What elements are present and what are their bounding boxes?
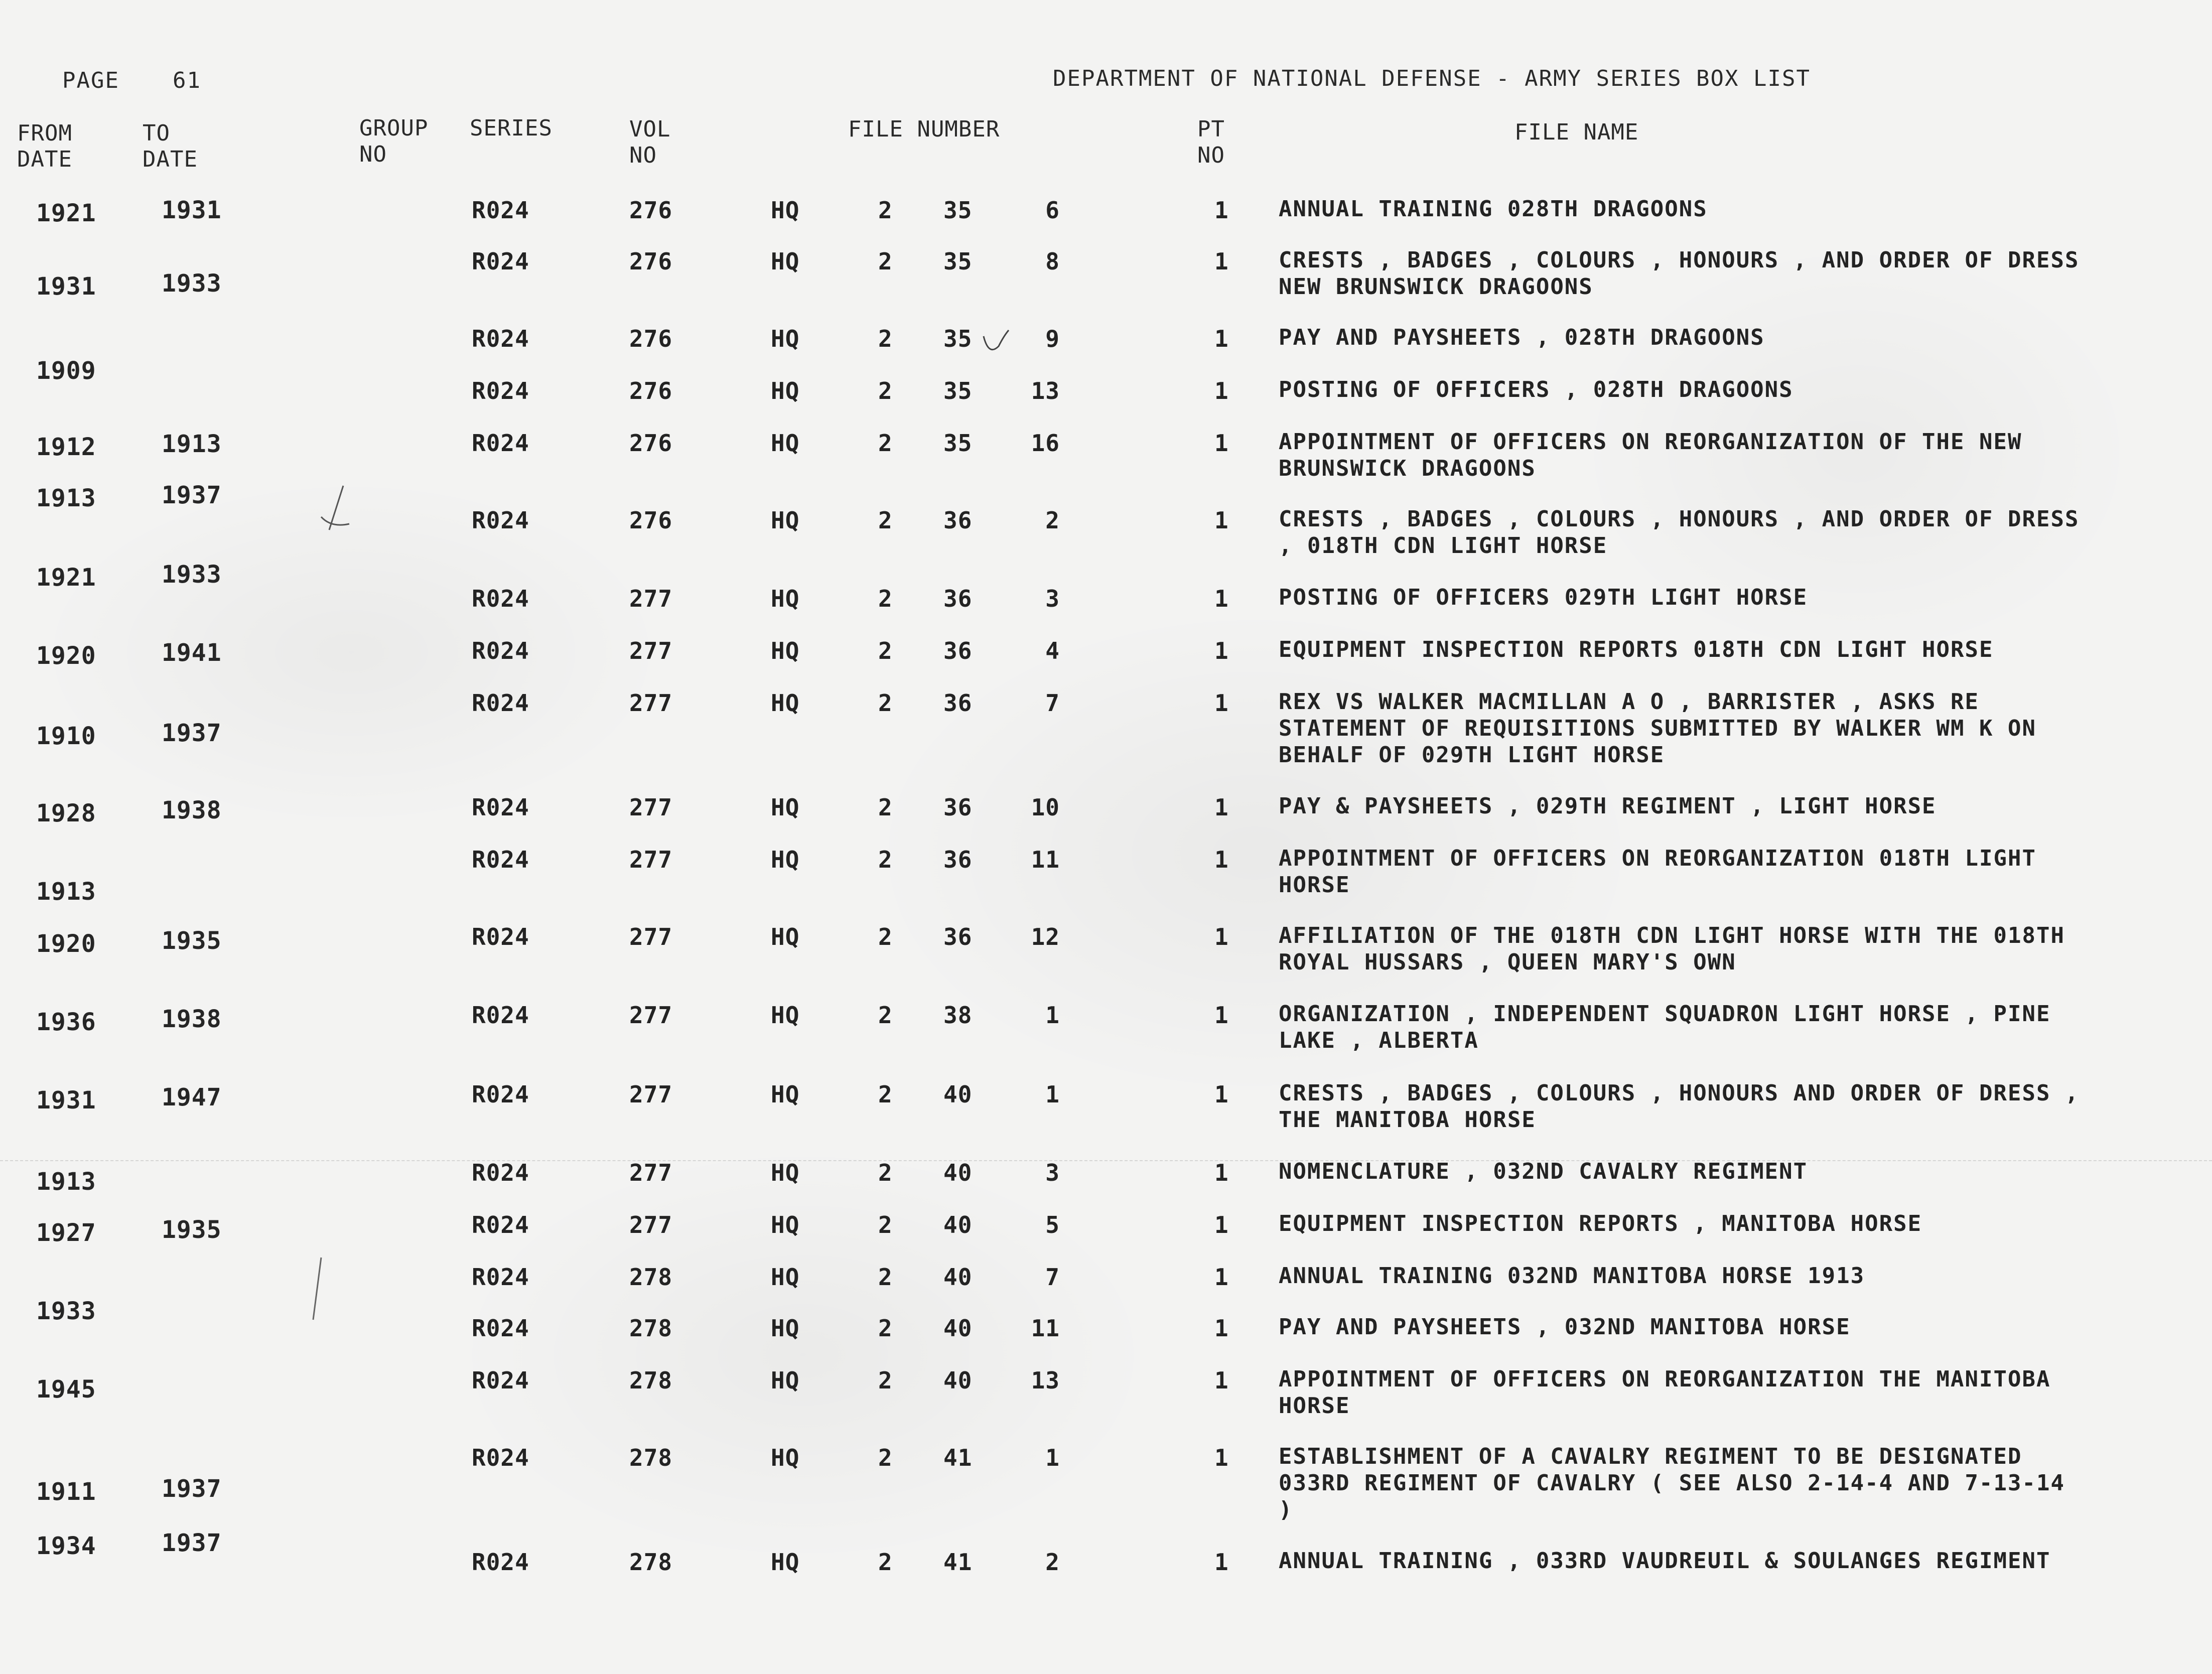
file-name-line: ) xyxy=(1279,1497,1293,1522)
part-number-cell: 1 xyxy=(1214,846,1229,873)
from-date: 1912 xyxy=(36,433,96,461)
file-number-part2: 40 xyxy=(943,1264,973,1291)
volume-cell: 277 xyxy=(629,585,673,612)
to-date: 1933 xyxy=(162,269,222,298)
file-number-part3: 5 xyxy=(1045,1211,1060,1238)
file-number-part3: 12 xyxy=(1031,923,1060,950)
file-number-part2: 41 xyxy=(943,1444,973,1471)
file-name-line: AFFILIATION OF THE 018TH CDN LIGHT HORSE WITH THE 018TH xyxy=(1279,923,2065,948)
file-name-cell xyxy=(1279,324,1765,351)
col-vol-no-line1: VOL xyxy=(629,116,671,142)
file-number-part2: 35 xyxy=(943,248,973,275)
from-date: 1911 xyxy=(36,1478,96,1506)
col-to-date-line1: TO xyxy=(143,120,170,146)
from-date: 1931 xyxy=(36,272,96,301)
series-cell: R024 xyxy=(472,325,529,352)
file-name-line: CRESTS , BADGES , COLOURS , HONOURS AND ORDER OF DRESS , xyxy=(1279,1080,2080,1106)
file-name-line: HORSE xyxy=(1279,872,1350,898)
from-date: 1931 xyxy=(36,1086,96,1114)
file-number-part3: 6 xyxy=(1045,197,1060,224)
file-number-part2: 41 xyxy=(943,1549,973,1576)
from-date: 1913 xyxy=(36,878,96,906)
file-name-cell xyxy=(1279,506,2079,559)
part-number-cell: 1 xyxy=(1214,794,1229,821)
file-name-cell xyxy=(1279,429,2022,482)
file-name-cell xyxy=(1279,1210,1922,1237)
volume-cell: 278 xyxy=(629,1444,673,1471)
file-name-cell xyxy=(1279,688,2036,768)
office-cell: HQ xyxy=(771,1367,800,1394)
file-number-part1: 2 xyxy=(878,377,893,404)
series-cell: R024 xyxy=(472,1002,529,1029)
to-date: 1913 xyxy=(162,430,222,458)
office-cell: HQ xyxy=(771,1264,800,1291)
office-cell: HQ xyxy=(771,377,800,404)
from-date: 1933 xyxy=(36,1297,96,1325)
file-name-cell xyxy=(1279,376,1793,403)
part-number-cell: 1 xyxy=(1214,507,1229,534)
series-cell: R024 xyxy=(472,377,529,404)
file-number-part3: 3 xyxy=(1045,585,1060,612)
part-number-cell: 1 xyxy=(1214,1549,1229,1576)
office-cell: HQ xyxy=(771,1444,800,1471)
series-cell: R024 xyxy=(472,197,529,224)
file-name-line: 033RD REGIMENT OF CAVALRY ( SEE ALSO 2-14-4 AND 7-13-14 xyxy=(1279,1470,2065,1496)
file-name-cell xyxy=(1279,1443,2065,1523)
file-name-line: CRESTS , BADGES , COLOURS , HONOURS , AND ORDER OF DRESS xyxy=(1279,247,2080,273)
col-group-no-line1: GROUP xyxy=(359,115,429,141)
office-cell: HQ xyxy=(771,585,800,612)
series-cell: R024 xyxy=(472,689,529,717)
to-date: 1933 xyxy=(162,561,222,589)
from-date: 1913 xyxy=(36,484,96,512)
file-number-part1: 2 xyxy=(878,1081,893,1108)
file-name-line: PAY & PAYSHEETS , 029TH REGIMENT , LIGHT HORSE xyxy=(1279,793,1937,819)
file-name-cell xyxy=(1279,196,1708,222)
series-cell: R024 xyxy=(472,1444,529,1471)
to-date: 1931 xyxy=(162,196,222,224)
series-cell: R024 xyxy=(472,585,529,612)
file-number-part2: 38 xyxy=(943,1002,973,1029)
file-number-part1: 2 xyxy=(878,846,893,873)
from-date: 1934 xyxy=(36,1532,96,1560)
file-number-part3: 7 xyxy=(1045,1264,1060,1291)
file-number-part2: 40 xyxy=(943,1081,973,1108)
file-number-part3: 13 xyxy=(1031,1367,1060,1394)
file-name-line: APPOINTMENT OF OFFICERS ON REORGANIZATION OF THE NEW xyxy=(1279,429,2022,455)
pencil-curl-mark xyxy=(979,326,1014,361)
file-number-part1: 2 xyxy=(878,689,893,717)
col-vol-no xyxy=(629,116,670,169)
part-number-cell: 1 xyxy=(1214,1367,1229,1394)
volume-cell: 276 xyxy=(629,197,673,224)
file-name-cell xyxy=(1279,845,2036,898)
col-group-no-line2: NO xyxy=(359,142,387,167)
col-file-name: FILE NAME xyxy=(1514,119,1639,145)
series-cell: R024 xyxy=(472,1549,529,1576)
file-number-part1: 2 xyxy=(878,325,893,352)
volume-cell: 277 xyxy=(629,923,673,950)
to-date: 1937 xyxy=(162,719,222,747)
from-date: 1921 xyxy=(36,564,96,592)
file-number-part2: 36 xyxy=(943,637,973,664)
file-name-line: BEHALF OF 029TH LIGHT HORSE xyxy=(1279,742,1665,768)
office-cell: HQ xyxy=(771,248,800,275)
file-number-part2: 40 xyxy=(943,1211,973,1238)
file-name-line: ANNUAL TRAINING , 033RD VAUDREUIL & SOULANGES REGIMENT xyxy=(1279,1548,2051,1574)
file-name-cell xyxy=(1279,1263,1865,1289)
from-date: 1921 xyxy=(36,199,96,227)
from-date: 1936 xyxy=(36,1008,96,1036)
part-number-cell: 1 xyxy=(1214,1444,1229,1471)
file-name-line: ROYAL HUSSARS , QUEEN MARY'S OWN xyxy=(1279,949,1736,975)
col-to-date xyxy=(143,120,198,173)
series-cell: R024 xyxy=(472,507,529,534)
file-number-part1: 2 xyxy=(878,794,893,821)
file-number-part3: 11 xyxy=(1031,1315,1060,1342)
volume-cell: 278 xyxy=(629,1549,673,1576)
office-cell: HQ xyxy=(771,689,800,717)
file-number-part3: 16 xyxy=(1031,430,1060,457)
file-name-line: NOMENCLATURE , 032ND CAVALRY REGIMENT xyxy=(1279,1159,1808,1184)
to-date: 1937 xyxy=(162,481,222,509)
office-cell: HQ xyxy=(771,325,800,352)
volume-cell: 278 xyxy=(629,1315,673,1342)
to-date: 1938 xyxy=(162,1005,222,1033)
file-number-part3: 1 xyxy=(1045,1081,1060,1108)
file-number-part2: 35 xyxy=(943,430,973,457)
file-name-cell xyxy=(1279,636,1994,663)
col-to-date-line2: DATE xyxy=(143,147,198,172)
part-number-cell: 1 xyxy=(1214,923,1229,950)
file-number-part2: 40 xyxy=(943,1367,973,1394)
from-date: 1920 xyxy=(36,642,96,670)
file-name-line: ANNUAL TRAINING 032ND MANITOBA HORSE 1913 xyxy=(1279,1263,1865,1289)
volume-cell: 276 xyxy=(629,507,673,534)
office-cell: HQ xyxy=(771,1002,800,1029)
file-number-part3: 4 xyxy=(1045,637,1060,664)
file-name-line: PAY AND PAYSHEETS , 028TH DRAGOONS xyxy=(1279,325,1765,350)
file-name-line: NEW BRUNSWICK DRAGOONS xyxy=(1279,274,1593,300)
pencil-stroke-mark xyxy=(306,1254,326,1325)
file-name-cell xyxy=(1279,793,1937,819)
volume-cell: 277 xyxy=(629,1002,673,1029)
file-number-part3: 1 xyxy=(1045,1002,1060,1029)
from-date: 1927 xyxy=(36,1219,96,1247)
series-cell: R024 xyxy=(472,637,529,664)
file-name-line: EQUIPMENT INSPECTION REPORTS 018TH CDN LIGHT HORSE xyxy=(1279,637,1994,662)
file-number-part2: 36 xyxy=(943,794,973,821)
col-vol-no-line2: NO xyxy=(629,143,657,168)
volume-cell: 276 xyxy=(629,325,673,352)
col-group-no xyxy=(359,115,428,168)
part-number-cell: 1 xyxy=(1214,1315,1229,1342)
col-series: SERIES xyxy=(470,115,552,141)
file-name-line: APPOINTMENT OF OFFICERS ON REORGANIZATION THE MANITOBA xyxy=(1279,1366,2051,1392)
part-number-cell: 1 xyxy=(1214,197,1229,224)
file-number-part3: 2 xyxy=(1045,507,1060,534)
file-number-part1: 2 xyxy=(878,1549,893,1576)
file-name-cell xyxy=(1279,1001,2050,1054)
to-date: 1935 xyxy=(162,927,222,955)
series-cell: R024 xyxy=(472,1315,529,1342)
series-cell: R024 xyxy=(472,1367,529,1394)
col-from-date-line1: FROM xyxy=(17,120,72,146)
volume-cell: 277 xyxy=(629,689,673,717)
file-number-part3: 10 xyxy=(1031,794,1060,821)
part-number-cell: 1 xyxy=(1214,1159,1229,1186)
file-number-part3: 1 xyxy=(1045,1444,1060,1471)
file-name-line: STATEMENT OF REQUISITIONS SUBMITTED BY WALKER WM K ON xyxy=(1279,716,2036,741)
file-number-part3: 9 xyxy=(1045,325,1060,352)
volume-cell: 278 xyxy=(629,1367,673,1394)
file-number-part1: 2 xyxy=(878,1002,893,1029)
file-number-part1: 2 xyxy=(878,248,893,275)
series-cell: R024 xyxy=(472,430,529,457)
to-date: 1947 xyxy=(162,1083,222,1111)
fold-line xyxy=(0,1160,2212,1161)
file-name-line: EQUIPMENT INSPECTION REPORTS , MANITOBA HORSE xyxy=(1279,1211,1922,1236)
file-number-part1: 2 xyxy=(878,1367,893,1394)
office-cell: HQ xyxy=(771,1081,800,1108)
file-number-part1: 2 xyxy=(878,637,893,664)
office-cell: HQ xyxy=(771,923,800,950)
file-number-part1: 2 xyxy=(878,1315,893,1342)
office-cell: HQ xyxy=(771,637,800,664)
series-cell: R024 xyxy=(472,923,529,950)
file-number-part3: 8 xyxy=(1045,248,1060,275)
page-label: PAGE xyxy=(62,68,119,93)
file-number-part1: 2 xyxy=(878,1159,893,1186)
office-cell: HQ xyxy=(771,1549,800,1576)
volume-cell: 276 xyxy=(629,248,673,275)
file-number-part1: 2 xyxy=(878,923,893,950)
file-name-line: CRESTS , BADGES , COLOURS , HONOURS , AND ORDER OF DRESS xyxy=(1279,506,2080,532)
from-date: 1928 xyxy=(36,799,96,827)
office-cell: HQ xyxy=(771,197,800,224)
part-number-cell: 1 xyxy=(1214,1211,1229,1238)
from-date: 1920 xyxy=(36,930,96,958)
pencil-check-mark xyxy=(316,482,356,537)
series-cell: R024 xyxy=(472,846,529,873)
volume-cell: 277 xyxy=(629,794,673,821)
part-number-cell: 1 xyxy=(1214,585,1229,612)
file-name-cell xyxy=(1279,1158,1808,1185)
volume-cell: 277 xyxy=(629,1159,673,1186)
file-name-line: HORSE xyxy=(1279,1393,1350,1419)
office-cell: HQ xyxy=(771,1211,800,1238)
to-date: 1937 xyxy=(162,1529,222,1557)
file-number-part2: 36 xyxy=(943,507,973,534)
volume-cell: 276 xyxy=(629,430,673,457)
series-cell: R024 xyxy=(472,794,529,821)
office-cell: HQ xyxy=(771,846,800,873)
volume-cell: 277 xyxy=(629,1211,673,1238)
series-cell: R024 xyxy=(472,248,529,275)
file-number-part2: 36 xyxy=(943,846,973,873)
to-date: 1937 xyxy=(162,1475,222,1503)
part-number-cell: 1 xyxy=(1214,377,1229,404)
file-name-line: ORGANIZATION , INDEPENDENT SQUADRON LIGHT HORSE , PINE xyxy=(1279,1001,2051,1027)
file-name-line: BRUNSWICK DRAGOONS xyxy=(1279,456,1536,481)
file-number-part3: 7 xyxy=(1045,689,1060,717)
from-date: 1910 xyxy=(36,722,96,750)
series-cell: R024 xyxy=(472,1211,529,1238)
file-name-line: , 018TH CDN LIGHT HORSE xyxy=(1279,533,1608,559)
col-from-date-line2: DATE xyxy=(17,147,72,172)
file-name-line: REX VS WALKER MACMILLAN A O , BARRISTER , ASKS RE xyxy=(1279,689,1980,715)
file-number-part1: 2 xyxy=(878,507,893,534)
to-date: 1935 xyxy=(162,1216,222,1244)
file-name-line: POSTING OF OFFICERS , 028TH DRAGOONS xyxy=(1279,377,1793,402)
file-name-line: APPOINTMENT OF OFFICERS ON REORGANIZATION 018TH LIGHT xyxy=(1279,846,2036,871)
file-name-line: ESTABLISHMENT OF A CAVALRY REGIMENT TO BE DESIGNATED xyxy=(1279,1444,2022,1469)
from-date: 1909 xyxy=(36,357,96,385)
file-number-part2: 40 xyxy=(943,1315,973,1342)
office-cell: HQ xyxy=(771,1315,800,1342)
file-number-part3: 3 xyxy=(1045,1159,1060,1186)
volume-cell: 278 xyxy=(629,1264,673,1291)
file-number-part2: 36 xyxy=(943,585,973,612)
file-number-part3: 2 xyxy=(1045,1549,1060,1576)
file-name-cell xyxy=(1279,1548,2050,1574)
file-number-part3: 13 xyxy=(1031,377,1060,404)
file-number-part2: 36 xyxy=(943,923,973,950)
part-number-cell: 1 xyxy=(1214,637,1229,664)
col-pt-no xyxy=(1197,116,1225,169)
office-cell: HQ xyxy=(771,507,800,534)
col-pt-no-line1: PT xyxy=(1197,116,1225,142)
file-number-part1: 2 xyxy=(878,1264,893,1291)
from-date: 1945 xyxy=(36,1375,96,1404)
series-cell: R024 xyxy=(472,1159,529,1186)
volume-cell: 277 xyxy=(629,846,673,873)
file-name-cell xyxy=(1279,1366,2050,1419)
part-number-cell: 1 xyxy=(1214,430,1229,457)
volume-cell: 276 xyxy=(629,377,673,404)
part-number-cell: 1 xyxy=(1214,248,1229,275)
col-from-date xyxy=(17,120,72,173)
file-number-part1: 2 xyxy=(878,1444,893,1471)
volume-cell: 277 xyxy=(629,637,673,664)
part-number-cell: 1 xyxy=(1214,689,1229,717)
to-date: 1938 xyxy=(162,796,222,824)
file-name-line: PAY AND PAYSHEETS , 032ND MANITOBA HORSE xyxy=(1279,1314,1851,1340)
part-number-cell: 1 xyxy=(1214,1002,1229,1029)
file-number-part3: 11 xyxy=(1031,846,1060,873)
file-name-cell xyxy=(1279,247,2079,300)
file-name-cell xyxy=(1279,584,1808,611)
file-name-line: THE MANITOBA HORSE xyxy=(1279,1107,1536,1133)
file-number-part1: 2 xyxy=(878,430,893,457)
page-title: DEPARTMENT OF NATIONAL DEFENSE - ARMY SERIES BOX LIST xyxy=(1053,66,1811,91)
file-number-part2: 35 xyxy=(943,377,973,404)
file-number-part2: 35 xyxy=(943,197,973,224)
file-number-part2: 40 xyxy=(943,1159,973,1186)
file-name-cell xyxy=(1279,1080,2079,1133)
file-number-part2: 35 xyxy=(943,325,973,352)
file-number-part1: 2 xyxy=(878,1211,893,1238)
file-name-cell xyxy=(1279,922,2065,975)
part-number-cell: 1 xyxy=(1214,325,1229,352)
file-number-part2: 36 xyxy=(943,689,973,717)
file-name-line: POSTING OF OFFICERS 029TH LIGHT HORSE xyxy=(1279,585,1808,610)
page-number: 61 xyxy=(173,68,201,93)
col-file-number: FILE NUMBER xyxy=(848,116,1000,142)
series-cell: R024 xyxy=(472,1264,529,1291)
part-number-cell: 1 xyxy=(1214,1081,1229,1108)
office-cell: HQ xyxy=(771,430,800,457)
part-number-cell: 1 xyxy=(1214,1264,1229,1291)
col-pt-no-line2: NO xyxy=(1197,143,1225,168)
to-date: 1941 xyxy=(162,639,222,667)
office-cell: HQ xyxy=(771,794,800,821)
volume-cell: 277 xyxy=(629,1081,673,1108)
office-cell: HQ xyxy=(771,1159,800,1186)
file-name-line: LAKE , ALBERTA xyxy=(1279,1028,1479,1053)
file-name-cell xyxy=(1279,1314,1851,1340)
series-cell: R024 xyxy=(472,1081,529,1108)
from-date: 1913 xyxy=(36,1168,96,1196)
file-number-part1: 2 xyxy=(878,197,893,224)
file-number-part1: 2 xyxy=(878,585,893,612)
file-name-line: ANNUAL TRAINING 028TH DRAGOONS xyxy=(1279,196,1708,222)
